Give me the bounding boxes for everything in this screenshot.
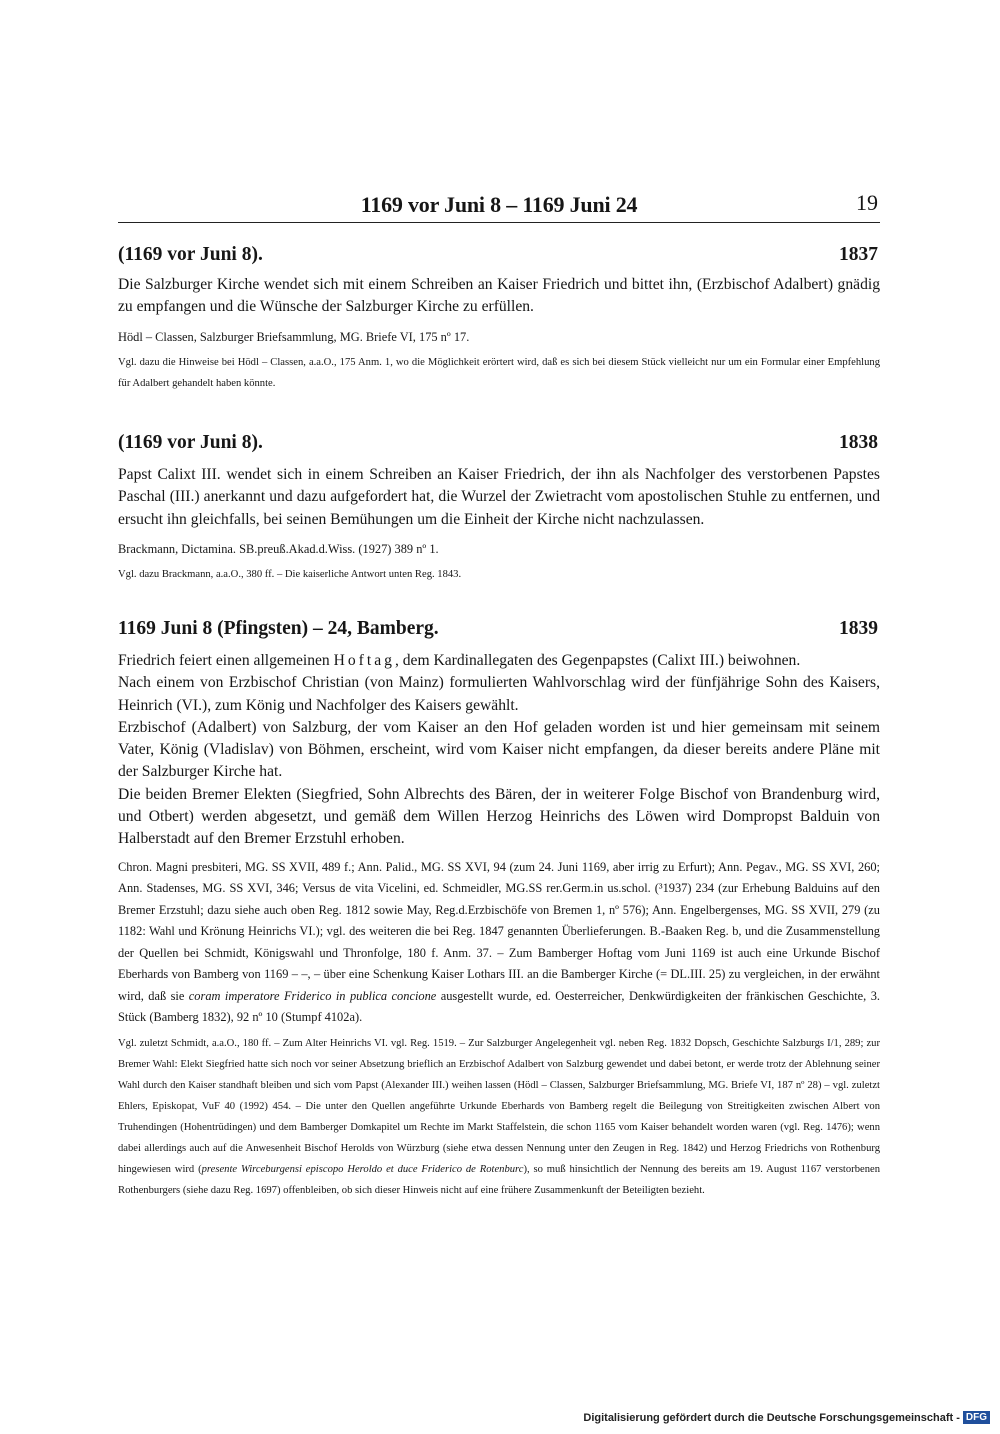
entry-paragraph — [118, 650, 880, 672]
page-number: 19 — [856, 190, 878, 215]
footer-text: Digitalisierung gefördert durch die Deutsche Forschungsgemeinschaft - — [583, 1411, 960, 1424]
spaced-term: Hoftag — [333, 652, 395, 669]
entry-summary: Die Salzburger Kirche wendet sich mit einem Schreiben an Kaiser Friedrich und bittet ihn, (Erzbischof Adalbert) gnädig zu empfangen und die Wünsche der Salzburger Kirche zu erfüllen. — [118, 276, 880, 316]
note-text: Vgl. zuletzt Schmidt, a.a.O., 180 ff. – Zum Alter Heinrichs VI. vgl. Reg. 1519. – Zur Salzburger Angelegenheit vgl. neben Reg. 1832 Dopsch, Geschichte Salzburgs I/1, 289; zur Bremer Wahl: Elekt Siegfried hatte sich noch vor seiner Absetzung brieflich an Erzbischof Adalbert von Salzburg gewendet und dabei betont, er werde trotz der Ablehnung seiner Wahl durch den Kaiser standhaft bleiben und sich vom Papst (Alexander III.) weihen lassen (Hödl – Classen, Salzburger Briefsammlung, MG. Briefe VI, 187 nº 28) – vgl. zuletzt Ehlers, Episkopat, VuF 40 (1992) 454. – Die unter den Quellen angeführte Urkunde Eberhards von Bamberg regelt die Beilegung von Streitigkeiten zwischen Albert von Truhendingen (Hohentrüdingen) und dem Bamberger Domkapitel um Rechte im Markt Staffelstein, die schon 1165 vom Kaiser behandelt worden waren (vgl. Reg. 1476); wenn dabei allerdings auch auf die Anwesenheit Bischof Herolds von Würzburg (siehe etwa dessen Nennung unter den Zeugen in Reg. 1842) und Herzog Friedrichs von Rothenburg hingewiesen wird ( — [118, 1037, 880, 1175]
entry-number: 1837 — [839, 244, 878, 265]
source-quote: coram imperatore Friderico in publica concione — [188, 988, 437, 1003]
entry-source: Hödl – Classen, Salzburger Briefsammlung, MG. Briefe VI, 175 nº 17. — [118, 329, 470, 344]
note-text: ), so muß hinsichtlich der Nennung des bereits am 19. August 1167 verstorbenen Rothenburgers (siehe dazu Reg. 1697) offenbleiben, ob sich dieser Hinweis nicht auf eine frühere Zusammenkunft der Beteiligten bezieht. — [118, 1163, 880, 1196]
entry-paragraph: Erzbischof (Adalbert) von Salzburg, der vom Kaiser an den Hof geladen worden ist und hier gemeinsam mit seinem Vater, König (Vladislav) von Böhmen, erscheint, wird vom Kaiser nicht empfangen, da dieser bereits andere Pläne mit der Salzburger Kirche hat. — [118, 718, 880, 781]
running-title: 1169 vor Juni 8 – 1169 Juni 24 — [360, 192, 638, 217]
regest-entry-1839 — [118, 618, 880, 1201]
entry-note: Vgl. dazu die Hinweise bei Hödl – Classen, a.a.O., 175 Anm. 1, wo die Möglichkeit erörtert wird, daß es sich bei diesem Stück vielleicht nur um ein Formular einer Empfehlung für Adalbert gehandelt haben könnte. — [118, 357, 880, 390]
entry-heading — [118, 244, 880, 272]
note-quote: presente Wirceburgensi episcopo Heroldo et duce Friderico de Rotenburc — [201, 1163, 524, 1175]
source-text: ausgestellt wurde, ed. Oesterreicher, Denkwürdigkeiten der fränkischen Geschichte, 3. Stück (Bamberg 1832), 92 nº 10 (Stumpf 4102a). — [118, 988, 880, 1025]
regest-entry-1837 — [118, 244, 880, 394]
entry-paragraph-text: , dem Kardinallegaten des Gegenpapstes (Calixt III.) beiwohnen. — [394, 652, 801, 669]
entry-note — [118, 1033, 880, 1201]
entry-heading — [118, 618, 880, 646]
entry-paragraph: Die beiden Bremer Elekten (Siegfried, Sohn Albrechts des Bären, der in weiterer Folge Bischof von Brandenburg wird, und Otbert) werden abgesetzt, und gemäß dem Willen Herzog Heinrichs des Löwen wird Dompropst Balduin von Halberstadt auf den Bremer Erzstuhl erhoben. — [118, 785, 880, 848]
entry-date: (1169 vor Juni 8). — [118, 244, 263, 265]
entry-summary: Papst Calixt III. wendet sich in einem Schreiben an Kaiser Friedrich, der ihn als Nachfolger des verstorbenen Papstes Paschal (III.) anerkannt und dazu aufgefordert hat, die Wurzel der Zwietracht vom apostolischen Stuhle zu entfernen, und ersucht ihn gleichfalls, bei seinen Bemühungen um die Einheit der Kirche nicht nachzulassen. — [118, 466, 880, 528]
entry-date: 1169 Juni 8 (Pfingsten) – 24, Bamberg. — [118, 618, 439, 639]
page-header — [118, 190, 880, 223]
dfg-logo: DFG — [963, 1411, 990, 1424]
entry-note: Vgl. dazu Brackmann, a.a.O., 380 ff. – Die kaiserliche Antwort unten Reg. 1843. — [118, 569, 462, 581]
entry-number: 1838 — [839, 432, 878, 453]
entry-paragraph: Nach einem von Erzbischof Christian (von Mainz) formulierten Wahlvorschlag wird der fünfjährige Sohn des Kaisers, Heinrich (VI.), zum König und Nachfolger des Kaisers gewählt. — [118, 674, 880, 714]
entry-paragraph-text: Friedrich feiert einen allgemeinen — [118, 652, 334, 669]
dfg-footer — [583, 1411, 990, 1424]
regest-entry-1838 — [118, 432, 880, 585]
entry-date: (1169 vor Juni 8). — [118, 432, 263, 453]
entry-number: 1839 — [839, 618, 878, 639]
source-text: Chron. Magni presbiteri, MG. SS XVII, 489 f.; Ann. Palid., MG. SS XVI, 94 (zum 24. Juni 1169, aber irrig zu Erfurt); Ann. Pegav., MG. SS XVI, 260; Ann. Stadenses, MG. SS XVI, 346; Versus de vita Vicelini, ed. Schmeidler, MG.SS rer.Germ.in us.schol. (³1937) 234 (zur Erhebung Balduins auf den Bremer Erzstuhl; dazu siehe auch oben Reg. 1812 sowie May, Reg.d.Erzbischöfe von Bremen 1, nº 576); Ann. Engelbergenses, MG. SS XVII, 279 (zu 1182: Wahl und Krönung Heinrichs VI.); vgl. des weiteren die bei Reg. 1847 genannten Überlieferungen. B.-Baaken Reg. b, und die Zusammenstellung der Quellen bei Schmidt, Königswahl und Thronfolge, 180 f. Anm. 37. – Zum Bamberger Hoftag vom Juni 1169 ist auch eine Urkunde Bischof Eberhards von Bamberg von 1169 – –, – über eine Schenkung Kaiser Lothars III. an die Bamberger Kirche (= DL.III. 25) zu vergleichen, in der erwähnt wird, daß sie — [118, 859, 880, 1003]
entry-source — [118, 857, 880, 1029]
entry-source: Brackmann, Dictamina. SB.preuß.Akad.d.Wiss. (1927) 389 nº 1. — [118, 541, 439, 556]
entry-heading — [118, 432, 880, 460]
